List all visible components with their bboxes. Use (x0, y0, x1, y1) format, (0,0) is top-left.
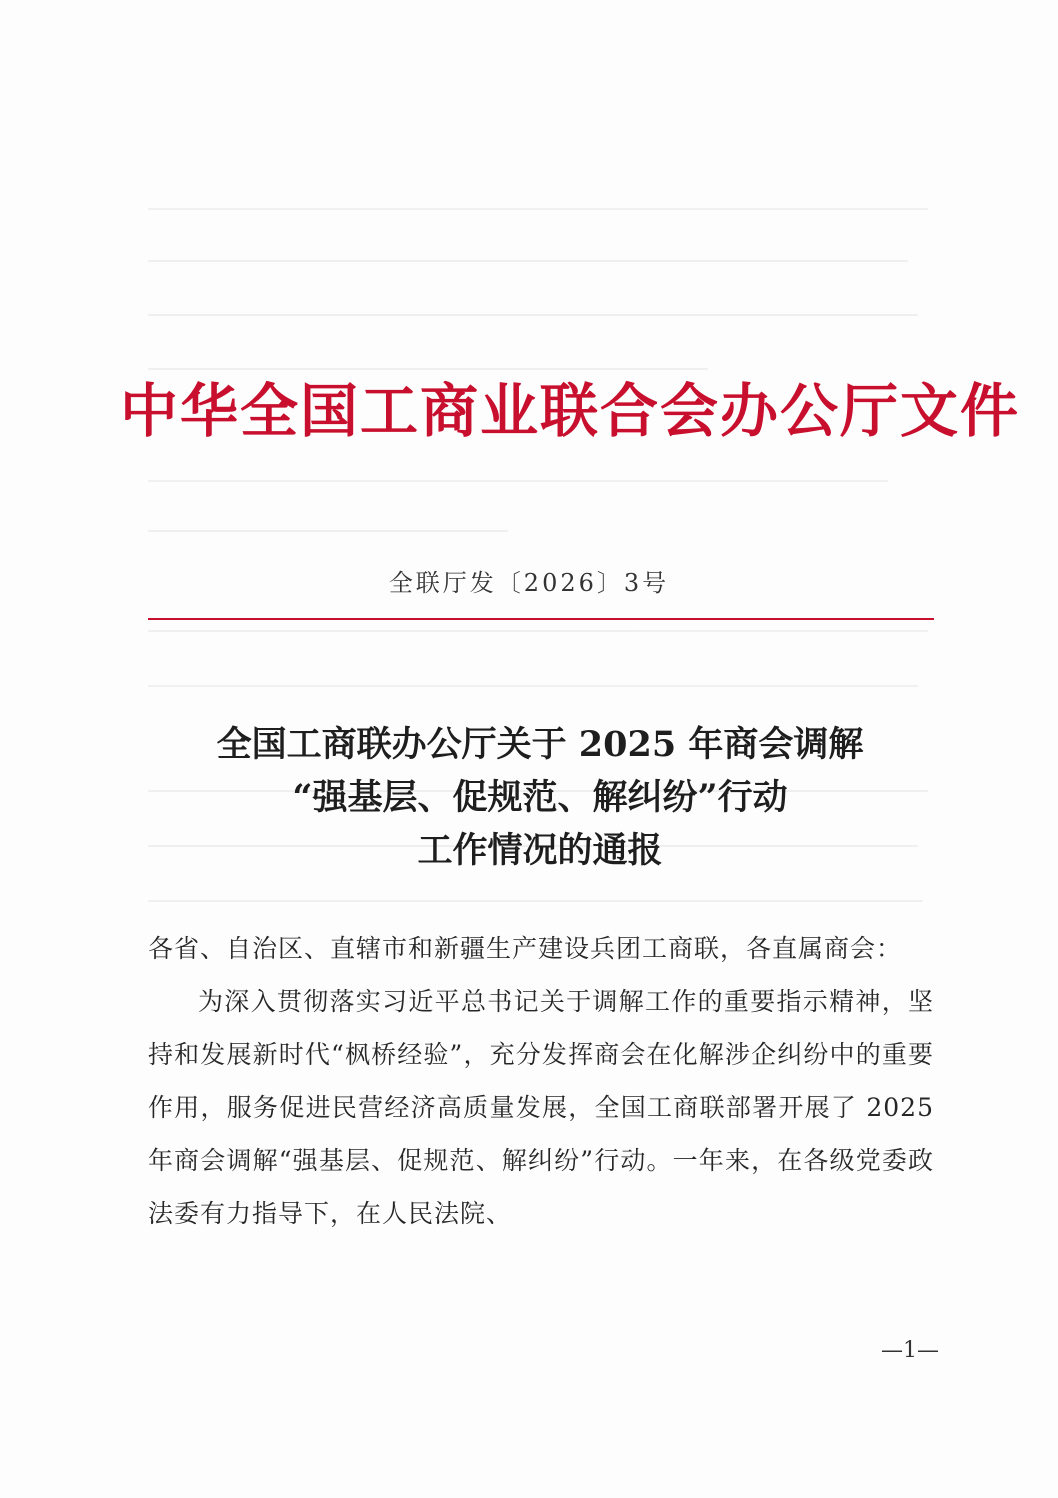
document-number: 全联厅发〔2026〕3号 (388, 569, 670, 597)
notice-title-line-1: 全国工商联办公厅关于 2025 年商会调解 (216, 724, 864, 765)
issuing-organization-header: 中华全国工商业联合会办公厅文件 (120, 377, 1021, 445)
notice-title-line-2: “强基层、促规范、解纠纷”行动 (292, 777, 788, 818)
addressee-line: 各省、自治区、直辖市和新疆生产建设兵团工商联，各直属商会： (148, 934, 903, 963)
red-divider-rule (148, 618, 934, 620)
notice-title-line-3: 工作情况的通报 (417, 830, 663, 871)
document-body (148, 922, 934, 1240)
page-number: —1— (881, 1338, 939, 1363)
notice-title (140, 718, 940, 877)
body-paragraph: 为深入贯彻落实习近平总书记关于调解工作的重要指示精神，坚持和发展新时代“枫桥经验”，充分发挥商会在化解涉企纠纷中的重要作用，服务促进民营经济高质量发展，全国工商联部署开展了 2025 年商会调解“强基层、促规范、解纠纷”行动。一年来，在各级党委政法委有力指导下，在人民法院、 (148, 987, 934, 1228)
